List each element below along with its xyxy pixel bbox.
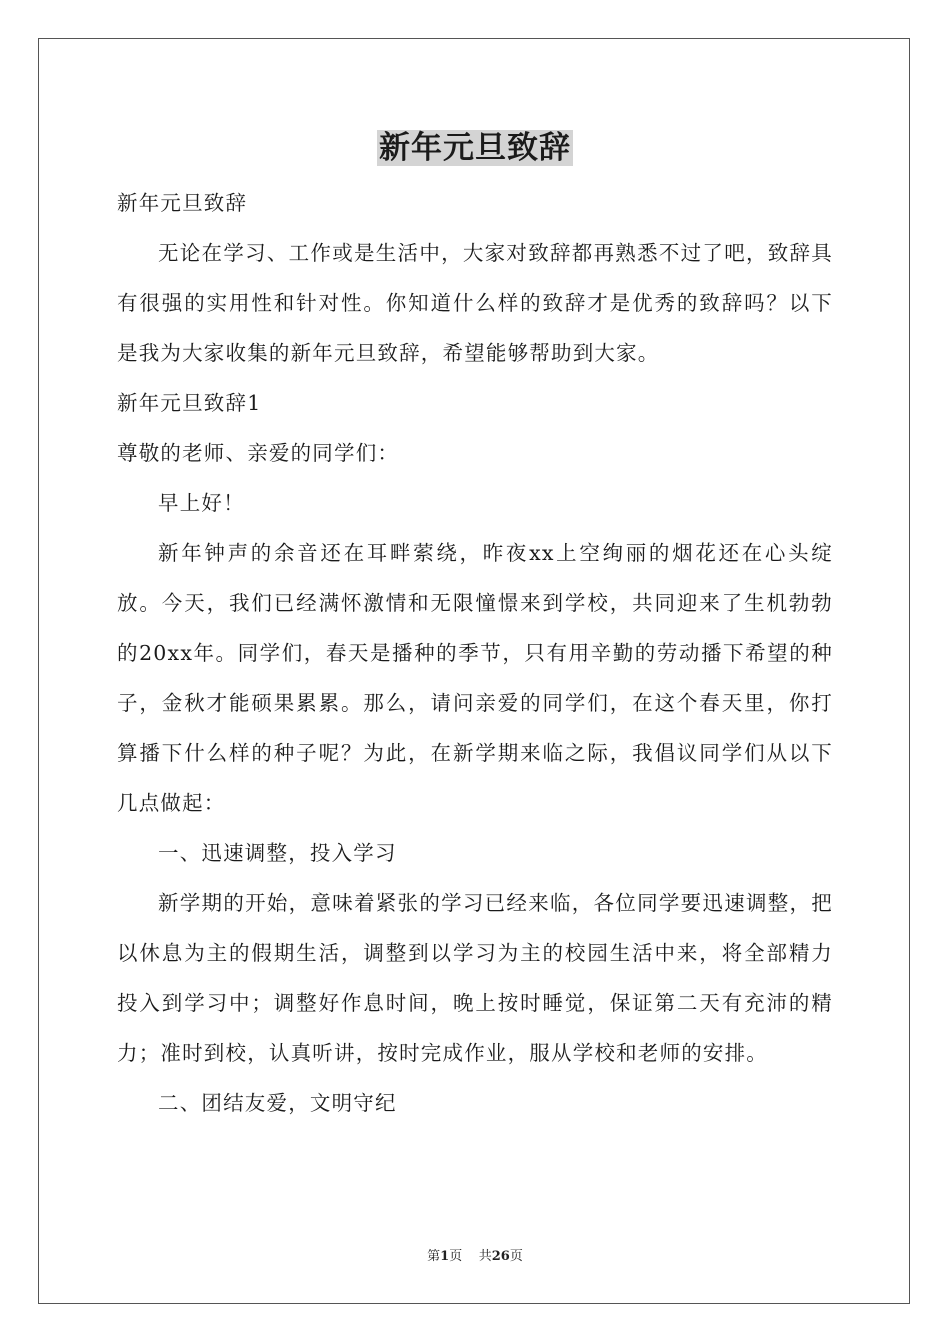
paragraph: 新年钟声的余音还在耳畔萦绕，昨夜xx上空绚丽的烟花还在心头绽放。今天，我们已经满怀激情和无限憧憬来到学校，共同迎来了生机勃勃的20xx年。同学们，春天是播种的季节，只有用辛勤的劳动播下希望的种子，金秋才能硕果累累。那么，请问亲爱的同学们，在这个春天里，你打算播下什么样的种子呢？为此，在新学期来临之际，我倡议同学们从以下几点做起： — [117, 541, 833, 815]
total-prefix: 共 — [478, 1249, 492, 1264]
document-title-text: 新年元旦致辞 — [379, 130, 571, 166]
page-number: 1 — [440, 1249, 450, 1264]
paragraph: 无论在学习、工作或是生活中，大家对致辞都再熟悉不过了吧，致辞具有很强的实用性和针对性。你知道什么样的致辞才是优秀的致辞吗？以下是我为大家收集的新年元旦致辞，希望能够帮助到大家。 — [117, 241, 833, 365]
subheading: 二、团结友爱，文明守纪 — [158, 1091, 397, 1115]
subheading: 一、迅速调整，投入学习 — [158, 841, 397, 865]
paragraph: 新年元旦致辞 — [117, 191, 248, 215]
greeting: 早上好！ — [158, 491, 245, 515]
page-suffix: 页 — [449, 1249, 463, 1264]
document-title — [0, 124, 950, 172]
salutation: 尊敬的老师、亲爱的同学们： — [117, 441, 400, 465]
total-suffix: 页 — [509, 1249, 523, 1264]
section-heading: 新年元旦致辞1 — [117, 391, 262, 415]
total-pages: 26 — [491, 1249, 510, 1264]
page-prefix: 第 — [427, 1249, 441, 1264]
page-footer — [0, 1245, 950, 1264]
paragraph: 新学期的开始，意味着紧张的学习已经来临，各位同学要迅速调整，把以休息为主的假期生活，调整到以学习为主的校园生活中来，将全部精力投入到学习中；调整好作息时间，晚上按时睡觉，保证第二天有充沛的精力；准时到校，认真听讲，按时完成作业，服从学校和老师的安排。 — [117, 891, 833, 1065]
document-body — [117, 178, 833, 1128]
